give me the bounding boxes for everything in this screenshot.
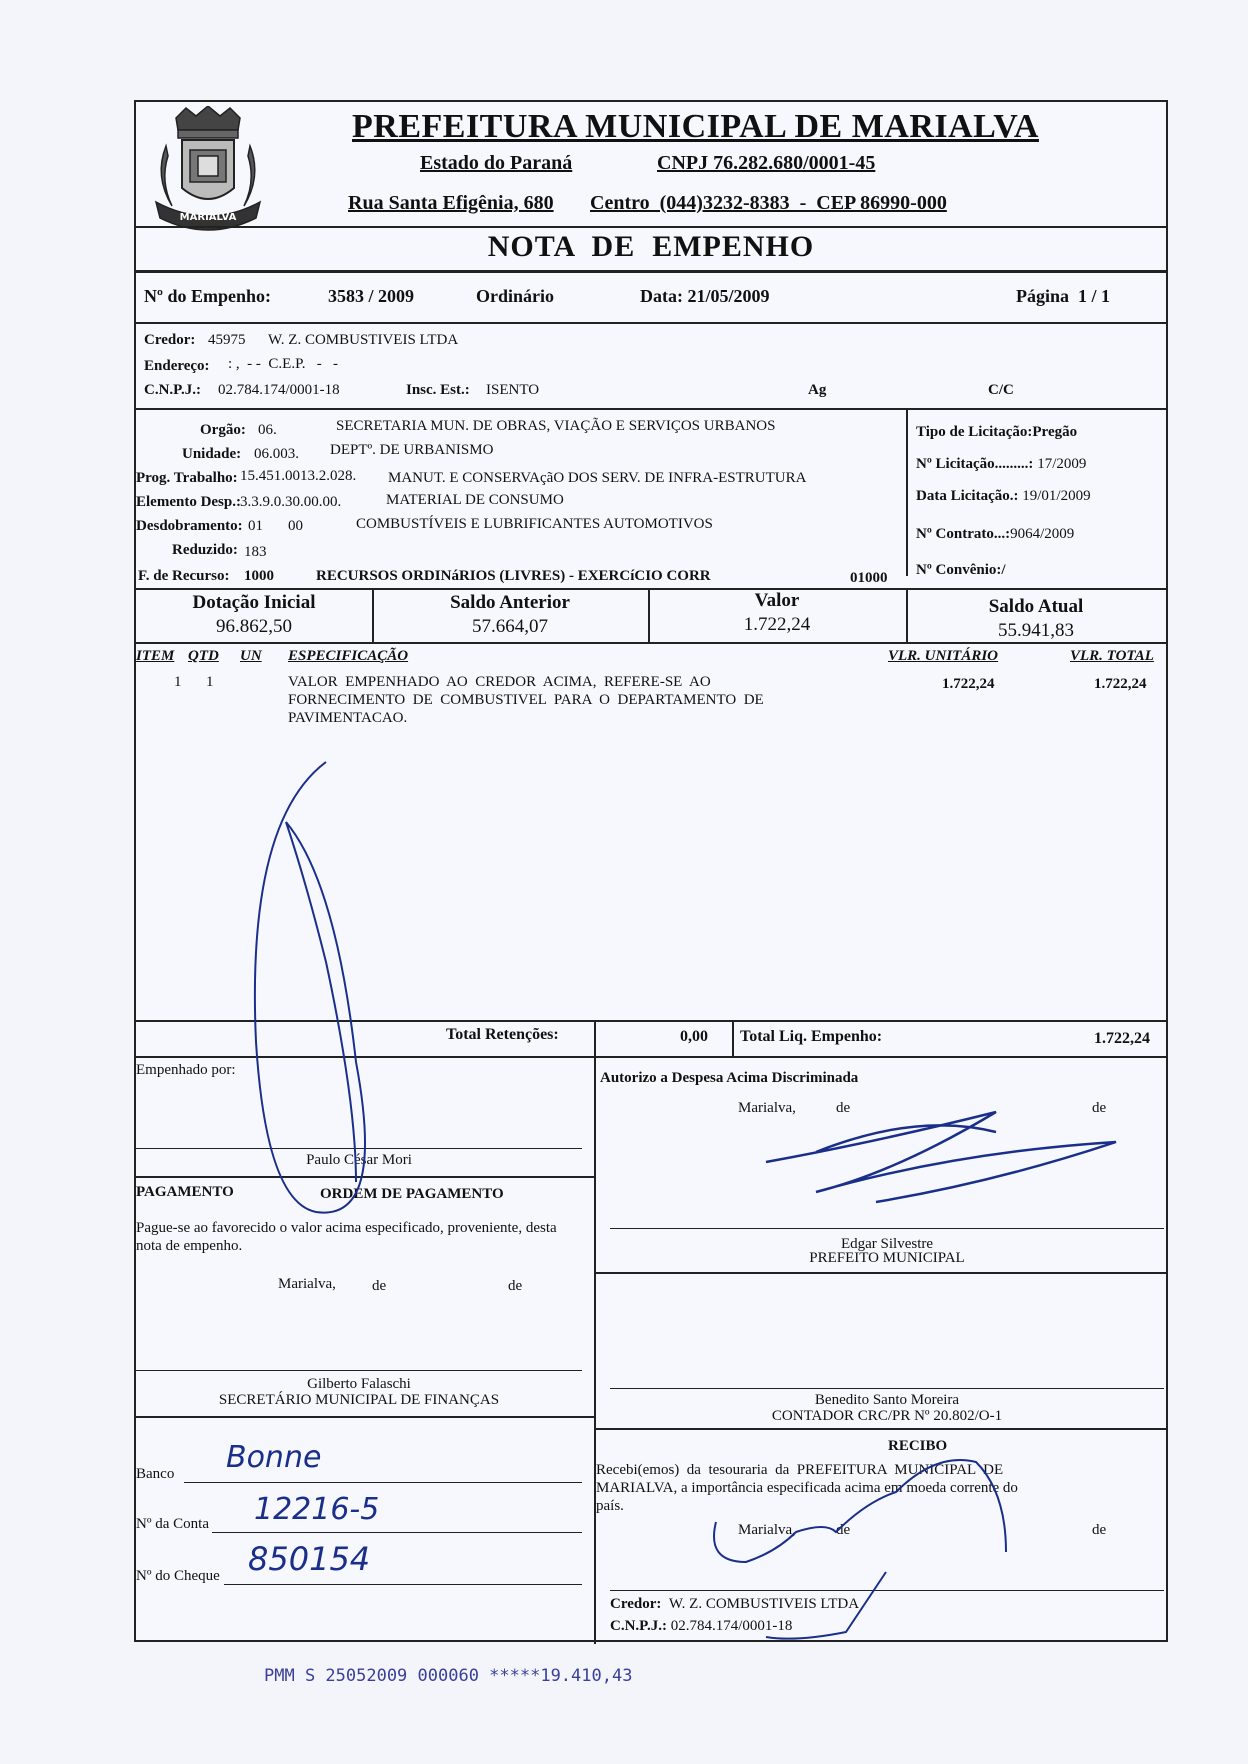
autorizo-signer: Edgar Silvestre	[840, 1236, 934, 1252]
recibo-text-line1: Recebi(emos) da tesouraria da PREFEITURA MUNICIPAL DE	[596, 1462, 1004, 1478]
item-row-spec-line1: VALOR EMPENHADO AO CREDOR ACIMA, REFERE-SE AO	[288, 674, 711, 690]
valor-label: Valor	[754, 590, 800, 611]
orgao-value: SECRETARIA MUN. DE OBRAS, VIAÇÃO E SERVIÇOS URBANOS	[336, 418, 776, 434]
signature-empenhado	[186, 742, 426, 1252]
insc-est-label: Insc. Est.:	[406, 382, 470, 398]
page-title: PREFEITURA MUNICIPAL DE MARIALVA	[352, 108, 1039, 145]
col-header-qtd: QTD	[188, 648, 219, 664]
banco-handwritten-value: Bonne	[226, 1440, 322, 1475]
recibo-cnpj-value: 02.784.174/0001-18	[670, 1618, 793, 1634]
cheque-label: Nº do Cheque	[136, 1568, 220, 1584]
recurso-label: F. de Recurso:	[138, 568, 230, 584]
recibo-credor-label: Credor:	[610, 1596, 662, 1612]
empenho-date: Data: 21/05/2009	[640, 286, 770, 306]
credor-name: W. Z. COMBUSTIVEIS LTDA	[268, 332, 459, 348]
contador-signer: Benedito Santo Moreira	[814, 1392, 960, 1408]
conta-handwritten-value: 12216-5	[254, 1492, 380, 1527]
recibo-text-line2: MARIALVA, a importância especificada acima em moeda corrente do	[596, 1480, 1018, 1496]
item-row-spec-line3: PAVIMENTACAO.	[288, 710, 408, 726]
prog-trabalho-value: MANUT. E CONSERVAçãO DOS SERV. DE INFRA-ESTRUTURA	[388, 470, 807, 486]
cnpj-label: CNPJ 76.282.680/0001-45	[657, 152, 876, 174]
unidade-code: 06.003.	[254, 446, 299, 462]
empenhado-signer: Paulo César Mori	[306, 1152, 412, 1168]
elemento-value: MATERIAL DE CONSUMO	[386, 492, 564, 508]
credor-label: Credor:	[144, 332, 196, 348]
footer-stamp: PMM S 25052009 000060 *****19.410,43	[264, 1666, 633, 1686]
desdobramento-value: COMBUSTÍVEIS E LUBRIFICANTES AUTOMOTIVOS	[356, 516, 713, 532]
empenho-number: 3583 / 2009	[328, 286, 415, 306]
state-label: Estado do Paraná	[420, 152, 573, 174]
total-liq-label: Total Liq. Empenho:	[740, 1028, 883, 1045]
reduzido-label: Reduzido:	[172, 542, 238, 558]
empenho-type: Ordinário	[476, 286, 555, 306]
unidade-value: DEPTº. DE URBANISMO	[330, 442, 494, 458]
total-retencoes-value: 0,00	[680, 1028, 708, 1045]
elemento-label: Elemento Desp.:	[136, 494, 241, 510]
coat-of-arms-logo	[146, 106, 270, 242]
recibo-title: RECIBO	[888, 1438, 948, 1454]
recibo-cnpj-label: C.N.P.J.:	[610, 1618, 667, 1634]
pagamento-signer: Gilberto Falaschi	[307, 1376, 411, 1392]
numero-licitacao-value: 17/2009	[1037, 456, 1087, 472]
empenhado-por-label: Empenhado por:	[136, 1062, 236, 1078]
document-title: NOTA DE EMPENHO	[487, 230, 815, 263]
dotacao-label: Dotação Inicial	[192, 592, 316, 613]
banco-label: Banco	[136, 1466, 175, 1482]
autorizo-city: Marialva,	[738, 1100, 796, 1116]
cnpj-credor-label: C.N.P.J.:	[144, 382, 201, 398]
ordem-pagamento-label: ORDEM DE PAGAMENTO	[320, 1186, 504, 1202]
data-licitacao	[916, 488, 1091, 505]
credor-code: 45975	[208, 332, 246, 348]
contact-label: Centro (044)3232-8383 - CEP 86990-000	[590, 192, 947, 214]
col-header-spec: ESPECIFICAÇÃO	[288, 648, 409, 664]
saldo-atual-value: 55.941,83	[998, 620, 1074, 641]
item-row-total-value: 1.722,24	[1094, 676, 1147, 692]
numero-licitacao	[916, 456, 1086, 473]
pagamento-role: SECRETÁRIO MUNICIPAL DE FINANÇAS	[218, 1392, 500, 1408]
pagamento-de1: de	[372, 1278, 387, 1294]
signature-recibo	[676, 1432, 1016, 1642]
elemento-code: 3.3.9.0.30.00.00.	[240, 494, 342, 510]
cnpj-credor-value: 02.784.174/0001-18	[218, 382, 340, 398]
saldo-anterior-label: Saldo Anterior	[450, 592, 570, 613]
recurso-code: 1000	[244, 568, 274, 584]
prog-trabalho-code: 15.451.0013.2.028.	[240, 468, 357, 484]
svg-text:MARIALVA: MARIALVA	[179, 212, 237, 223]
endereco-value: : , - - C.E.P. - -	[228, 356, 338, 372]
pagamento-text-line2: nota de empenho.	[136, 1238, 243, 1254]
recibo-city: Marialva,	[738, 1522, 796, 1538]
autorizo-de2: de	[1092, 1100, 1107, 1116]
contador-role: CONTADOR CRC/PR Nº 20.802/O-1	[771, 1408, 1003, 1424]
page-number: Página 1 / 1	[1016, 286, 1111, 306]
autorizo-de1: de	[836, 1100, 851, 1116]
endereco-label: Endereço:	[144, 358, 210, 374]
orgao-code: 06.	[258, 422, 277, 438]
contrato-numero	[916, 526, 1074, 543]
item-row-item: 1	[174, 674, 182, 690]
cheque-handwritten-value: 850154	[248, 1540, 371, 1578]
col-header-total-value: VLR. TOTAL	[1070, 648, 1154, 664]
col-header-item: ITEM	[136, 648, 175, 664]
data-licitacao-value: 19/01/2009	[1022, 488, 1091, 504]
signature-autorizo	[756, 1102, 1156, 1212]
cc-label: C/C	[988, 382, 1014, 398]
item-row-spec-line2: FORNECIMENTO DE COMBUSTIVEL PARA O DEPARTAMENTO DE	[288, 692, 764, 708]
numero-licitacao-label: Nº Licitação.........:	[916, 456, 1034, 472]
pagamento-de2: de	[508, 1278, 523, 1294]
saldo-atual-label: Saldo Atual	[988, 596, 1084, 617]
reduzido-value: 183	[244, 544, 267, 560]
ag-label: Ag	[808, 382, 827, 398]
convenio-label: Nº Convênio:/	[916, 562, 1006, 578]
item-row-unit-value: 1.722,24	[942, 676, 995, 692]
recibo-credor-value: W. Z. COMBUSTIVEIS LTDA	[668, 1596, 860, 1612]
recurso-code2: 01000	[850, 570, 888, 586]
item-row-qtd: 1	[206, 674, 214, 690]
col-header-unit-value: VLR. UNITÁRIO	[888, 648, 999, 664]
pagamento-city: Marialva,	[278, 1276, 336, 1292]
autorizo-role: PREFEITO MUNICIPAL	[809, 1250, 965, 1266]
total-liq-value: 1.722,24	[1094, 1030, 1150, 1047]
data-licitacao-label: Data Licitação.:	[916, 488, 1019, 504]
desdobramento-code1: 01	[248, 518, 263, 534]
conta-label: Nº da Conta	[136, 1516, 209, 1532]
pagamento-text-line1: Pague-se ao favorecido o valor acima especificado, proveniente, desta	[136, 1220, 557, 1236]
saldo-anterior-value: 57.664,07	[472, 616, 548, 637]
recibo-text-line3: país.	[596, 1498, 624, 1514]
unidade-label: Unidade:	[182, 446, 242, 462]
total-retencoes-label: Total Retenções:	[446, 1026, 559, 1043]
recibo-de2: de	[1092, 1522, 1107, 1538]
empenho-number-label: Nº do Empenho:	[144, 286, 271, 306]
contrato-value: 9064/2009	[1010, 526, 1075, 542]
valor-value: 1.722,24	[743, 614, 811, 635]
col-header-un: UN	[240, 648, 262, 664]
desdobramento-code2: 00	[288, 518, 303, 534]
pagamento-label: PAGAMENTO	[136, 1184, 234, 1200]
prog-trabalho-label: Prog. Trabalho:	[136, 470, 238, 486]
nota-de-empenho-form	[134, 100, 1168, 1642]
desdobramento-label: Desdobramento:	[136, 518, 243, 534]
autorizo-label: Autorizo a Despesa Acima Discriminada	[600, 1070, 859, 1086]
orgao-label: Orgão:	[200, 422, 246, 438]
recibo-de1: de	[836, 1522, 851, 1538]
tipo-licitacao: Tipo de Licitação:Pregão	[916, 424, 1078, 440]
dotacao-value: 96.862,50	[216, 616, 292, 637]
recurso-value: RECURSOS ORDINáRIOS (LIVRES) - EXERCíCIO CORR	[316, 568, 711, 584]
contrato-label: Nº Contrato...:	[916, 526, 1011, 542]
address-label: Rua Santa Efigênia, 680	[348, 192, 554, 214]
insc-est-value: ISENTO	[486, 382, 540, 398]
